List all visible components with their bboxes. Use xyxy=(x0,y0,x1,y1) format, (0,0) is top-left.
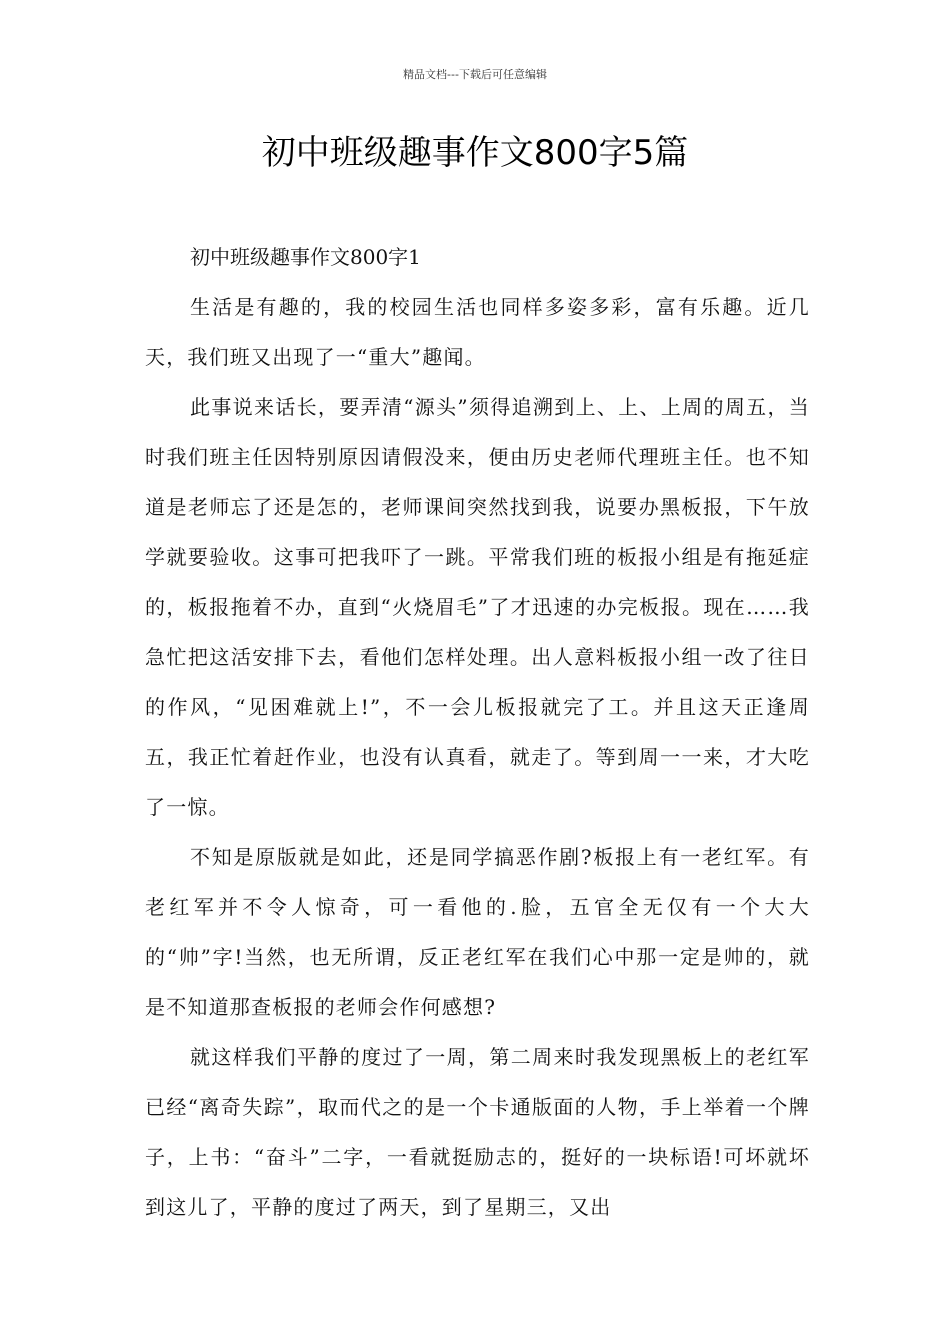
paragraph: 就这样我们平静的度过了一周，第二周来时我发现黑板上的老红军已经“离奇失踪”，取而代之的是一个卡通版面的人物，手上举着一个牌子，上书：“奋斗”二字，一看就挺励志的，挺好的一块标语!可坏就坏到这儿了，平静的度过了两天，到了星期三，又出 xyxy=(145,1045,810,1219)
paragraph: 不知是原版就是如此，还是同学搞恶作剧?板报上有一老红军。有老红军并不令人惊奇，可一看他的.脸，五官全无仅有一个大大的“帅”字!当然，也无所谓，反正老红军在我们心中那一定是帅的，就是不知道那查板报的老师会作何感想? xyxy=(145,845,810,1019)
article-subtitle: 初中班级趣事作文800字1 xyxy=(190,245,421,269)
paragraph: 生活是有趣的，我的校园生活也同样多姿多彩，富有乐趣。近几天，我们班又出现了一“重大”趣闻。 xyxy=(145,295,810,369)
paragraph: 此事说来话长，要弄清“源头”须得追溯到上、上、上周的周五，当时我们班主任因特别原因请假没来，便由历史老师代理班主任。也不知道是老师忘了还是怎的，老师课间突然找到我，说要办黑板报，下午放学就要验收。这事可把我吓了一跳。平常我们班的板报小组是有拖延症的，板报拖着不办，直到“火烧眉毛”了才迅速的办完板报。现在……我急忙把这活安排下去，看他们怎样处理。出人意料板报小组一改了往日的作风，“见困难就上!”，不一会儿板报就完了工。并且这天正逢周五，我正忙着赶作业，也没有认真看，就走了。等到周一一来，才大吃了一惊。 xyxy=(145,395,810,819)
document-title: 初中班级趣事作文800字5篇 xyxy=(261,133,689,173)
document-body xyxy=(145,232,810,1232)
header-note: 精品文档---下载后可任意编辑 xyxy=(403,68,547,81)
